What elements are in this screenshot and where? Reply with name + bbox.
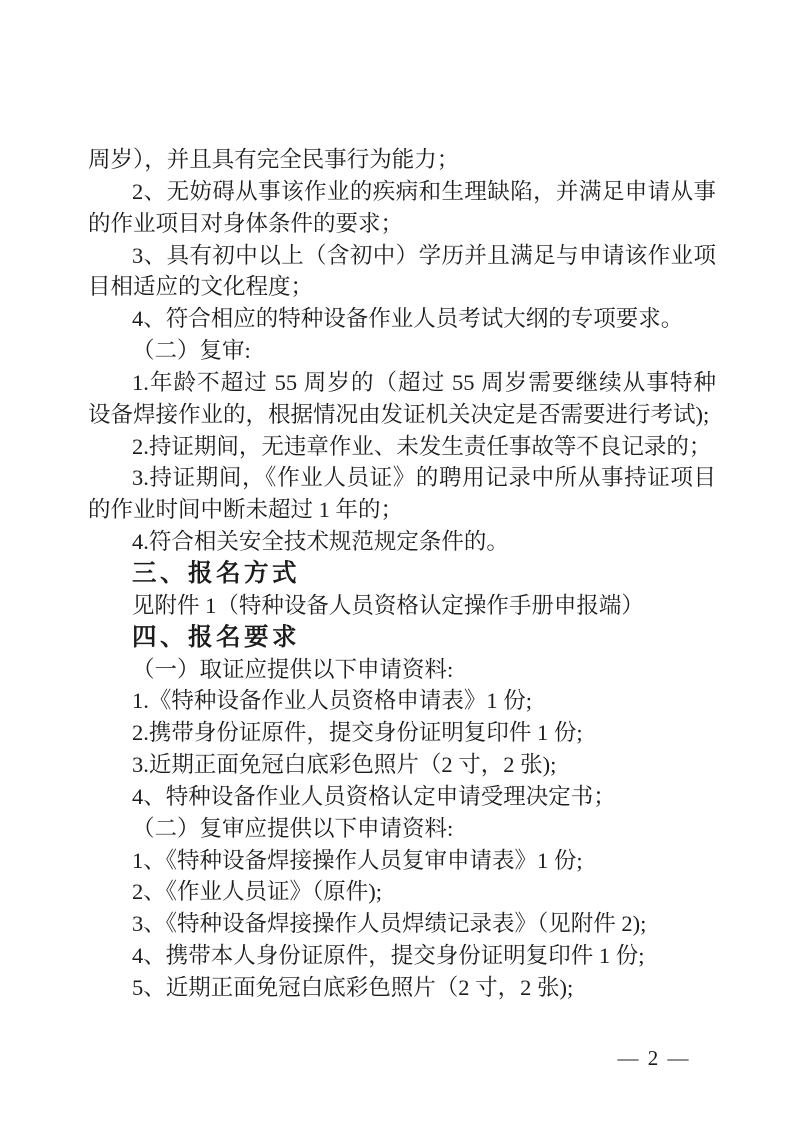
body-line: 3、《特种设备焊接操作人员焊绩记录表》（见附件 2); — [132, 911, 647, 937]
body-line: 周岁），并且具有完全民事行为能力； — [88, 147, 460, 172]
body-line: 3.持证期间，《作业人员证》的聘用记录中所从事持证项目 — [132, 465, 716, 491]
body-line: 2.持证期间，无违章作业、未发生责任事故等不良记录的； — [132, 433, 712, 459]
body-line: 4、特种设备作业人员资格认定申请受理决定书； — [132, 783, 616, 809]
document-body — [88, 144, 716, 1004]
body-line: 2.携带身份证原件，提交身份证明复印件 1 份; — [132, 720, 583, 746]
body-line: 的作业项目对身体条件的要求； — [88, 210, 404, 236]
body-line: 4、符合相应的特种设备作业人员考试大纲的专项要求。 — [132, 306, 684, 332]
section-heading: 三、报名方式 — [132, 559, 300, 587]
body-line: 4.符合相关安全技术规范规定条件的。 — [132, 529, 509, 555]
body-line: 3.近期正面免冠白底彩色照片（2 寸，2 张); — [132, 752, 557, 778]
body-line: 设备焊接作业的，根据情况由发证机关决定是否需要进行考试); — [88, 401, 710, 427]
body-line: （二）复审应提供以下申请资料: — [132, 815, 454, 841]
body-line: 1、《特种设备焊接操作人员复审申请表》1 份; — [132, 847, 583, 873]
body-line: 3、具有初中以上（含初中）学历并且满足与申请该作业项 — [132, 242, 716, 268]
body-line: 目相适应的文化程度； — [88, 274, 314, 300]
body-line: 1.《特种设备作业人员资格申请表》1 份; — [132, 688, 533, 714]
body-line: 1.年龄不超过 55 周岁的（超过 55 周岁需要继续从事特种 — [132, 369, 716, 395]
body-line: 5、近期正面免冠白底彩色照片（2 寸，2 张); — [132, 974, 574, 1000]
body-line: 的作业时间中断未超过 1 年的； — [88, 497, 404, 523]
body-line: （二）复审: — [132, 338, 251, 364]
body-line: 2、无妨碍从事该作业的疾病和生理缺陷，并满足申请从事 — [132, 178, 716, 204]
body-line: 2、《作业人员证》（原件); — [132, 879, 382, 905]
body-line: 见附件 1（特种设备人员资格认定操作手册申报端） — [132, 592, 644, 618]
body-line: （一）取证应提供以下申请资料: — [132, 656, 454, 682]
page-number: — 2 — — [617, 1046, 691, 1070]
body-line: 4、携带本人身份证原件，提交身份证明复印件 1 份; — [132, 943, 645, 969]
section-heading: 四、报名要求 — [132, 623, 300, 651]
